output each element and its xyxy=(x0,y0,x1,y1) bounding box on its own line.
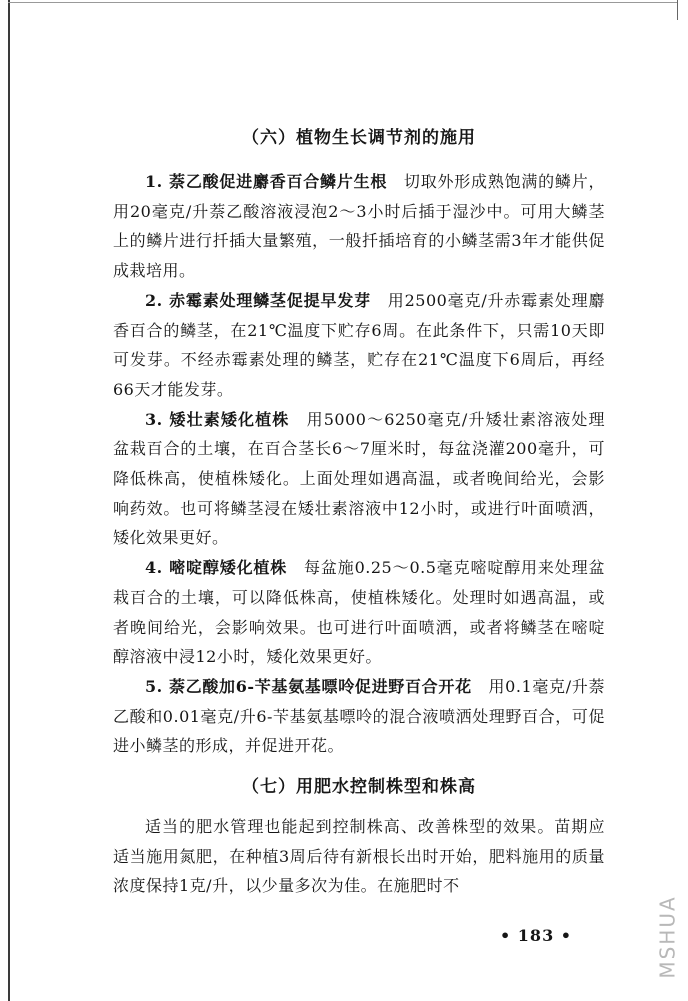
page-right-edge xyxy=(677,0,678,20)
paragraph-2 xyxy=(113,286,605,405)
paragraph-4 xyxy=(113,553,605,672)
paragraph-5-text: 用0.1毫克/升萘乙酸和0.01毫克/升6-苄基氨基嘌呤的混合液喷洒处理野百合，可促进小鳞茎的形成，并促进开花。 xyxy=(113,676,605,756)
paragraph-1-text: 切取外形成熟饱满的鳞片，用20毫克/升萘乙酸溶液浸泡2～3小时后插于湿沙中。可用大鳞茎上的鳞片进行扦插大量繁殖，一般扦插培育的小鳞茎需3年才能供促成栽培用。 xyxy=(113,172,605,281)
paragraph-3 xyxy=(113,405,605,554)
watermark-text: MSHUA xyxy=(656,895,680,979)
section-title-7: （七）用肥水控制株型和株高 xyxy=(242,777,476,798)
paragraph-4-heading: 4. 嘧啶醇矮化植株 xyxy=(145,558,288,578)
paragraph-4-text: 每盆施0.25～0.5毫克嘧啶醇用来处理盆栽百合的土壤，可以降低株高，使植株矮化。处理时如遇高温，或者晚间给光，会影响效果。也可进行叶面喷洒，或者将鳞茎在嘧啶醇溶液中浸12小时，矮化效果更好。 xyxy=(113,558,605,667)
paragraph-3-text: 用5000～6250毫克/升矮壮素溶液处理盆栽百合的土壤，在百合茎长6～7厘米时，每盆浇灌200毫升，可降低株高，使植株矮化。上面处理如遇高温，或者晚间给光，会影响药效。也可将鳞茎浸在矮壮素溶液中12小时，或进行叶面喷洒，矮化效果更好。 xyxy=(113,409,605,548)
watermark xyxy=(654,884,682,990)
paragraph-2-text: 用2500毫克/升赤霉素处理麝香百合的鳞茎，在21℃温度下贮存6周。在此条件下，只需10天即可发芽。不经赤霉素处理的鳞茎，贮存在21℃温度下6周后，再经66天才能发芽。 xyxy=(113,290,605,399)
section-title-6: （六）植物生长调节剂的施用 xyxy=(242,128,476,148)
page-number: • 183 • xyxy=(500,926,572,945)
paragraph-1 xyxy=(113,167,605,286)
paragraph-1-heading: 1. 萘乙酸促进麝香百合鳞片生根 xyxy=(145,172,388,191)
paragraph-5-heading: 5. 萘乙酸加6-苄基氨基嘌呤促进野百合开花 xyxy=(145,676,472,696)
paragraph-6 xyxy=(113,812,605,901)
page-top-edge xyxy=(8,2,678,3)
paragraph-6-text: 适当的肥水管理也能起到控制株高、改善株型的效果。苗期应适当施用氮肥，在种植3周后待有新根长出时开始，肥料施用的质量浓度保持1克/升，以少量多次为佳。在施肥时不 xyxy=(113,817,605,896)
page-left-border xyxy=(8,0,10,1001)
paragraph-5 xyxy=(113,672,605,761)
paragraph-2-heading: 2. 赤霉素处理鳞茎促提早发芽 xyxy=(145,290,371,310)
paragraph-3-heading: 3. 矮壮素矮化植株 xyxy=(145,409,290,429)
page-body xyxy=(113,122,605,901)
